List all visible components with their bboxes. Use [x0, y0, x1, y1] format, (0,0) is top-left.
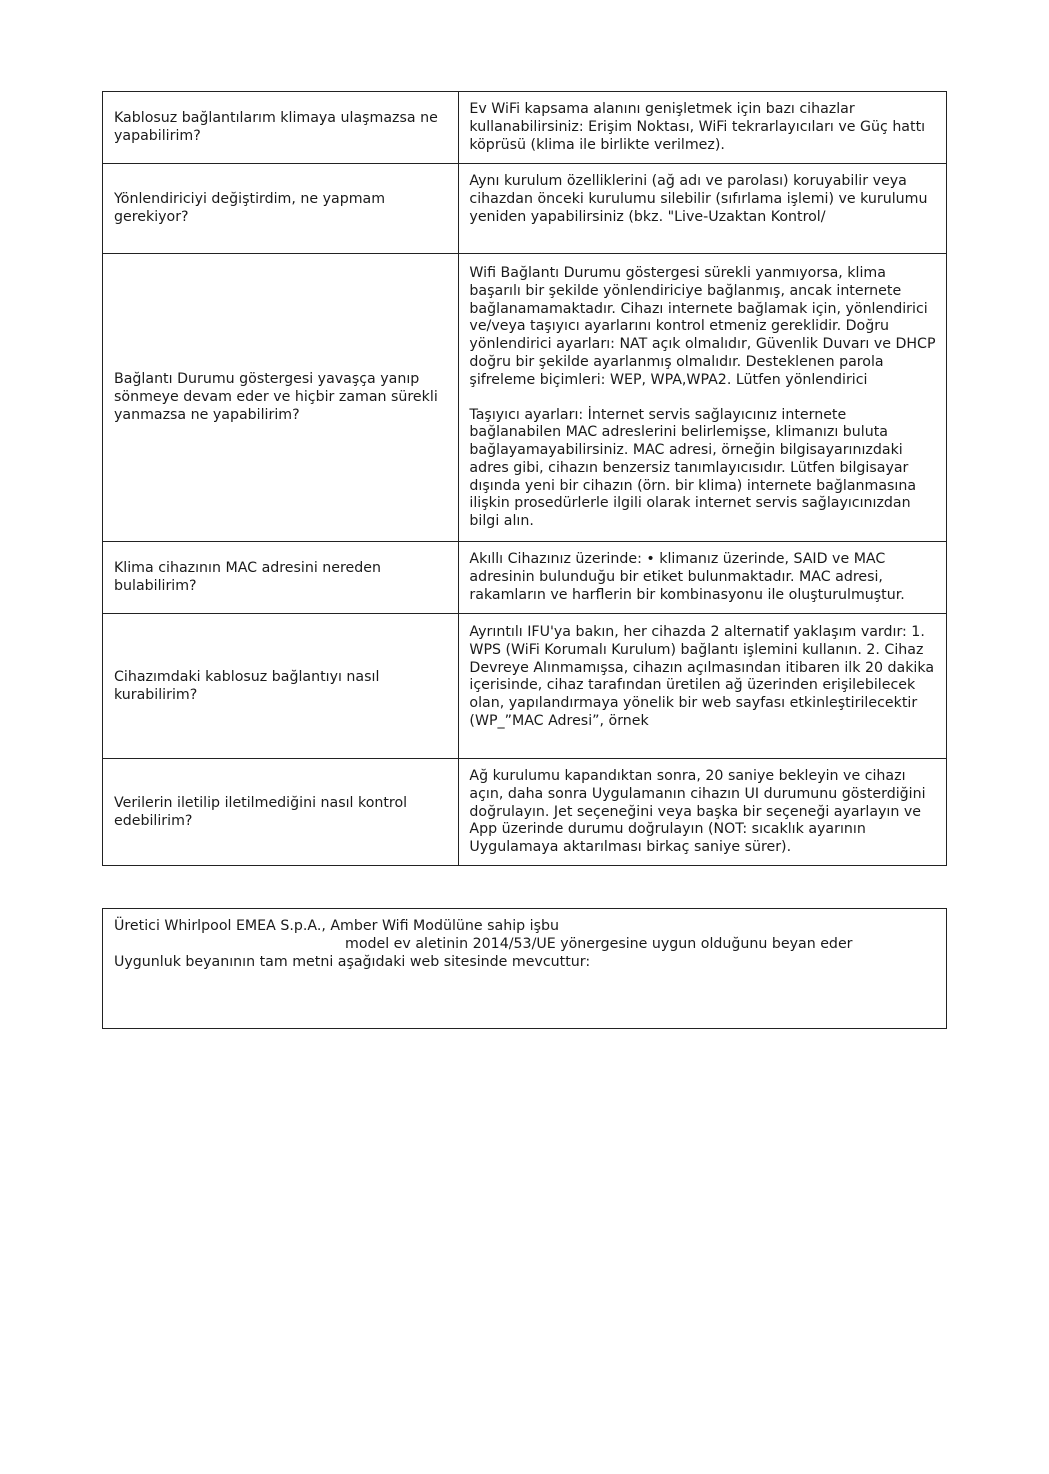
faq-question: Cihazımdaki kablosuz bağlantıyı nasıl kurabilirim?	[103, 614, 459, 759]
faq-answer-paragraph: Ayrıntılı IFU'ya bakın, her cihazda 2 alternatif yaklaşım vardır: 1. WPS (WiFi Korumalı Kurulum) bağlantı işlemini kullanın. 2. Cihaz Devreye Alınmamışsa, cihazın açılmasından itibaren ilk 20 dakika içerisinde, cihaz tarafından üretilen ağ üzerinden erişilebilecek olan, yapılandırmaya yönelik bir web sayfası etkinleştirilecektir (WP_”MAC Adresi”, örnek	[469, 624, 935, 729]
declaration-line: Uygunluk beyanının tam metni aşağıdaki web sitesinde mevcuttur:	[114, 954, 591, 970]
faq-question: Kablosuz bağlantılarım klimaya ulaşmazsa ne yapabilirim?	[103, 92, 459, 164]
faq-table	[102, 91, 947, 866]
faq-answer	[459, 92, 947, 164]
faq-answer-paragraph: Wifi Bağlantı Durumu göstergesi sürekli yanmıyorsa, klima başarılı bir şekilde yönlendiriciye bağlanmış, ancak internete bağlanamamaktadır. Cihazı internete bağlamak için, yönlendirici ve/veya taşıyıcı ayarlarını kontrol etmeniz gereklidir. Doğru yönlendirici ayarları: NAT açık olmalıdır, Güvenlik Duvarı ve DHCP doğru bir şekilde ayarlanmış olmalıdır. Desteklenen parola şifreleme biçimleri: WEP, WPA,WPA2. Lütfen yönlendirici	[469, 264, 936, 388]
declaration-line: model ev aletinin 2014/53/UE yönergesine uygun olduğunu beyan eder	[345, 936, 853, 952]
faq-answer-paragraph: Aynı kurulum özelliklerini (ağ adı ve parolası) koruyabilir veya cihazdan önceki kurulumu silebilir (sıfırlama işlemi) ve kurulumu yeniden yapabilirsiniz (bkz. "Live-Uzaktan Kontrol/	[469, 173, 928, 225]
faq-answer-paragraph: Ev WiFi kapsama alanını genişletmek için bazı cihazlar kullanabilirsiniz: Erişim Noktası, WiFi tekrarlayıcıları ve Güç hattı köprüsü (klima ile birlikte verilmez).	[469, 101, 926, 153]
faq-answer	[459, 164, 947, 254]
faq-row-weak-signal	[103, 92, 947, 164]
faq-answer-paragraph: Akıllı Cihazınız üzerinde: • klimanız üzerinde, SAID ve MAC adresinin bulunduğu bir etiket bulunmaktadır. MAC adresi, rakamların ve harflerin bir kombinasyonu ile oluşturulmuştur.	[469, 551, 905, 603]
faq-answer	[459, 759, 947, 866]
faq-row-data-transfer	[103, 759, 947, 866]
faq-question: Bağlantı Durumu göstergesi yavaşça yanıp sönmeye devam eder ve hiçbir zaman sürekli yanmazsa ne yapabilirim?	[103, 254, 459, 542]
faq-question: Verilerin iletilip iletilmediğini nasıl kontrol edebilirim?	[103, 759, 459, 866]
faq-question: Yönlendiriciyi değiştirdim, ne yapmam gerekiyor?	[103, 164, 459, 254]
faq-answer-paragraph: Ağ kurulumu kapandıktan sonra, 20 saniye bekleyin ve cihazı açın, daha sonra Uygulamanın cihazın UI durumunu gösterdiğini doğrulayın. Jet seçeneğini veya başka bir seçeneği ayarlayın ve App üzerinde durumu doğrulayın (NOT: sıcaklık ayarının Uygulamaya aktarılması birkaç saniye sürer).	[469, 768, 926, 856]
faq-row-mac-address	[103, 542, 947, 614]
faq-answer-paragraph: Taşıyıcı ayarları: İnternet servis sağlayıcınız internete bağlanabilen MAC adreslerini belirlemişse, klimanızı buluta bağlayamayabilirsiniz. MAC adresi, örneğin bilgisayarınızdaki adres gibi, cihazın benzersiz tanımlayıcısıdır. Lütfen bilgisayar dışında yeni bir cihazın (örn. bir klima) internete bağlanmasına ilişkin prosedürlerle ilgili olarak internet servis sağlayıcınızdan bilgi alın.	[469, 406, 917, 530]
faq-row-wireless-setup	[103, 614, 947, 759]
faq-question: Klima cihazının MAC adresini nereden bulabilirim?	[103, 542, 459, 614]
faq-answer	[459, 542, 947, 614]
faq-row-router-changed	[103, 164, 947, 254]
declaration-box	[102, 908, 947, 1029]
declaration-line: Üretici Whirlpool EMEA S.p.A., Amber Wifi Modülüne sahip işbu	[114, 918, 560, 934]
faq-row-status-indicator	[103, 254, 947, 542]
faq-answer	[459, 254, 947, 542]
faq-answer	[459, 614, 947, 759]
